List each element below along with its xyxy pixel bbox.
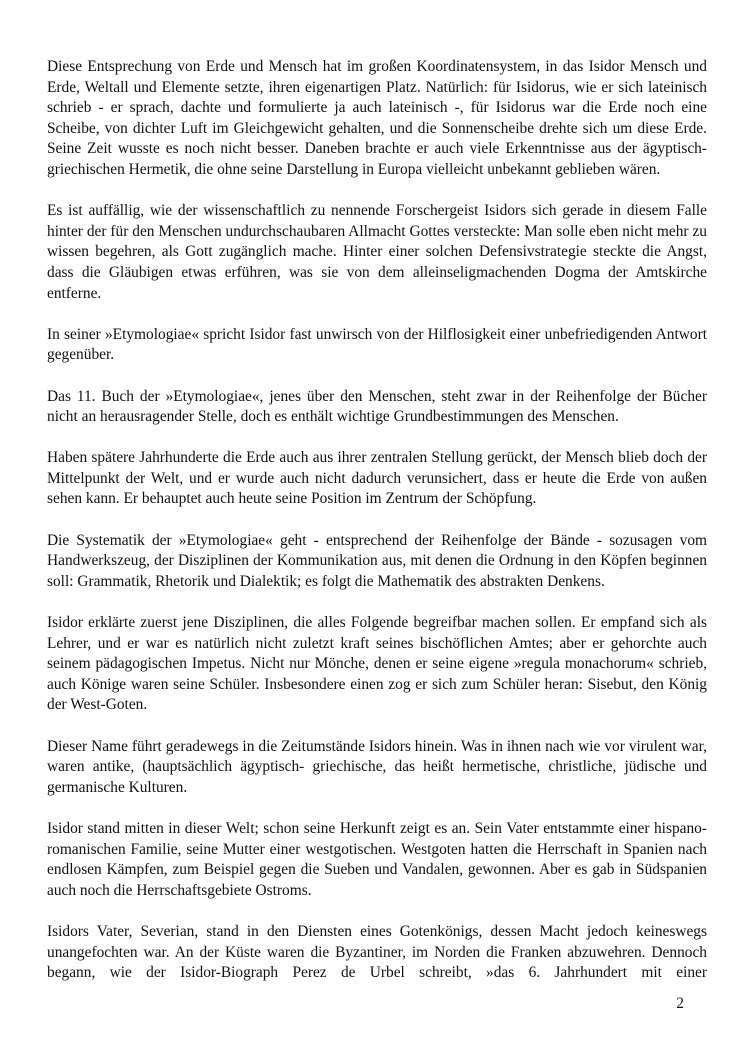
paragraph-historical-circumstances: Dieser Name führt geradewegs in die Zeitumstände Isidors hinein. Was in ihnen nach wie vor virulent war, waren antike, (hauptsächlich ägyptisch- griechische, das heißt hermetische, christliche, jüdische und germanische Kulturen. [47,737,707,796]
paragraph-divine-omnipotence: Es ist auffällig, wie der wissenschaftlich zu nennende Forschergeist Isidors sich gerade in diesem Falle hinter der für den Menschen undurchschaubaren Allmacht Gottes versteckte: Man solle eben nicht mehr zu wissen begehren, als Gott zugänglich mache. Hinter einer solchen Defensivstrategie steckte die Angst, dass die Gläubigen etwas erführen, was sie von dem alleinseligmachenden Dogma der Amtskirche entferne. [47,202,707,302]
document-page [47,57,707,1004]
paragraph-isidor-origin: Isidor stand mitten in dieser Welt; schon seine Herkunft zeigt es an. Sein Vater entstammte einer hispano- romanischen Familie, seine Mutter einer westgotischen. Westgoten hatten die Herrschaft in Spanien nach endlosen Kämpfen, zum Beispiel gegen die Sueben und Vandalen, gewonnen. Aber es gab in Südspanien auch noch die Herrschaftsgebiete Ostroms. [47,819,707,899]
paragraph-earth-and-man: Diese Entsprechung von Erde und Mensch hat im großen Koordinatensystem, in das Isidor Mensch und Erde, Weltall und Elemente setzte, ihren eigenartigen Platz. Natürlich: für Isidorus, wie er sich lateinisch schrieb - er sprach, dachte und formulierte ja auch lateinisch -, für Isidorus war die Erde noch eine Scheibe, von dichter Luft im Gleichgewicht gehalten, und die Sonnenscheibe drehte sich um diese Erde. Seine Zeit wusste es noch nicht besser. Daneben brachte er auch viele Erkenntnisse aus der ägyptisch- griechischen Hermetik, die ohne seine Darstellung in Europa vielleicht unbekannt geblieben wären. [47,58,707,178]
page-number: 2 [676,995,684,1012]
paragraph-book-eleven: Das 11. Buch der »Etymologiae«, jenes über den Menschen, steht zwar in der Reihenfolge der Bücher nicht an herausragender Stelle, doch es enthält wichtige Grundbestimmungen des Menschen. [47,387,707,426]
paragraph-later-centuries: Haben spätere Jahrhunderte die Erde auch aus ihrer zentralen Stellung gerückt, der Mensch blieb doch der Mittelpunkt der Welt, und er wurde auch nicht dadurch verunsichert, dass er heute die Erde von außen sehen kann. Er behauptet auch heute seine Position im Zentrum der Schöpfung. [47,449,707,508]
paragraph-etymologiae-helplessness: In seiner »Etymologiae« spricht Isidor fast unwirsch von der Hilflosigkeit einer unbefriedigenden Antwort gegenüber. [47,325,707,364]
paragraph-systematics: Die Systematik der »Etymologiae« geht - entsprechend der Reihenfolge der Bände - sozusagen vom Handwerkszeug, der Disziplinen der Kommunikation aus, mit denen die Ordnung in den Köpfen beginnen soll: Grammatik, Rhetorik und Dialektik; es folgt die Mathematik des abstrakten Denkens. [47,531,707,590]
paragraph-isidor-father: Isidors Vater, Severian, stand in den Diensten eines Gotenkönigs, dessen Macht jedoch keineswegs unangefochten war. An der Küste waren die Byzantiner, im Norden die Franken abzuwehren. Dennoch begann, wie der Isidor-Biograph Perez de Urbel schreibt, »das 6. Jahrhundert mit einer [47,922,707,982]
paragraph-isidor-teacher: Isidor erklärte zuerst jene Disziplinen, die alles Folgende begreifbar machen sollen. Er empfand sich als Lehrer, und er war es natürlich nicht zuletzt kraft seines bischöflichen Amtes; aber er gehorchte auch seinem pädagogischen Impetus. Nicht nur Mönche, denen er seine eigene »regula monachorum« schrieb, auch Könige waren seine Schüler. Insbesondere einen zog er sich zum Schüler heran: Sisebut, den König der West-Goten. [47,614,707,714]
